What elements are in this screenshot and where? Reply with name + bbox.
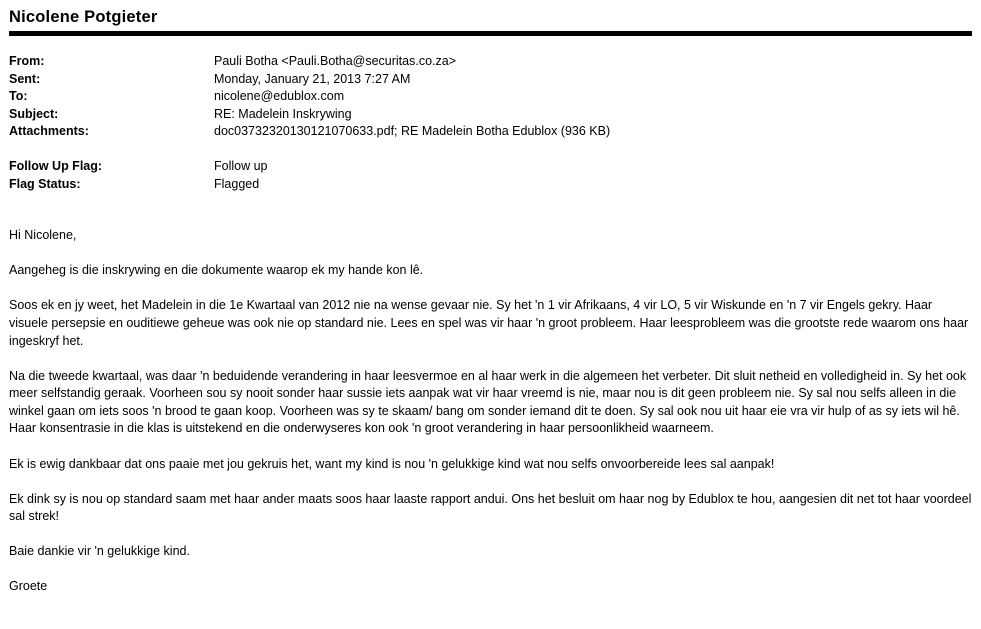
header-row-followup-flag (9, 158, 972, 176)
from-value: Pauli Botha <Pauli.Botha@securitas.co.za> (214, 54, 456, 68)
followup-flag-label: Follow Up Flag: (9, 158, 103, 173)
header-row-subject (9, 106, 972, 124)
header-row-from (9, 53, 972, 71)
sent-value: Monday, January 21, 2013 7:27 AM (214, 71, 411, 86)
sent-label: Sent: (9, 71, 41, 86)
header-row-to (9, 88, 972, 106)
recipient-name-title: Nicolene Potgieter (9, 8, 158, 26)
title-divider (9, 31, 972, 36)
flag-status-label: Flag Status: (9, 176, 81, 191)
header-row-attachments (9, 123, 972, 141)
body-paragraph-decision: Ek dink sy is nou op standard saam met haar ander maats soos haar laaste rapport andui. Ons het besluit om haar nog by Edublox te hou, aangesien dit net tot haar voordeel sal strek! (9, 491, 972, 524)
followup-flag-value: Follow up (214, 158, 268, 173)
attachments-value: doc03732320130121070633.pdf; RE Madelein Botha Edublox (936 KB) (214, 124, 611, 139)
body-paragraph-first-term: Soos ek en jy weet, het Madelein in die 1e Kwartaal van 2012 nie na wense gevaar nie. Sy het 'n 1 vir Afrikaans, 4 vir LO, 5 vir Wiskunde en 'n 7 vir Engels gekry. Haar visuele persepsie en ouditiewe geheue was ook nie op standard nie. Lees en spel was vir haar 'n groot probleem. Haar leesprobleem was die grootste rede waarom ons haar ingeskryf het. (9, 298, 969, 348)
header-row-sent (9, 71, 972, 89)
body-paragraph-attachment-note: Aangeheg is die inskrywing en die dokumente waarop ek my hande kon lê. (9, 263, 424, 278)
email-body (9, 227, 972, 596)
email-headers (9, 53, 972, 141)
body-paragraph-thanks: Baie dankie vir 'n gelukkige kind. (9, 544, 190, 559)
subject-value: RE: Madelein Inskrywing (214, 106, 352, 121)
subject-label: Subject: (9, 106, 59, 121)
to-value: nicolene@edublox.com (214, 89, 345, 104)
flag-status-value: Flagged (214, 176, 260, 191)
body-paragraph-second-term: Na die tweede kwartaal, was daar 'n beduidende verandering in haar leesvermoe en al haar werk in die algemeen het verbeter. Dit sluit netheid en volledigheid in. Sy het ook meer selfstandig geraak. Voorheen sou sy nooit sonder haar sussie iets aanpak wat vir haar vreemd is nie, maar nou is dit geen probleem nie. Sy sal nou selfs alleen in die winkel gaan om iets soos 'n brood te gaan koop. Voorheen was sy te skaam/ bang om sonder iemand dit te doen. Sy sal ook nou uit haar eie vra vir hulp of as sy iets wil hê. Haar konsentrasie in die klas is uitstekend en die onderwyseres kon ook 'n groot verandering in haar persoonlikheid waarneem. (9, 368, 967, 436)
greeting-paragraph: Hi Nicolene, (9, 228, 77, 243)
to-label: To: (9, 89, 28, 104)
attachments-label: Attachments: (9, 124, 89, 139)
closing-paragraph: Groete (9, 579, 48, 594)
body-paragraph-gratitude: Ek is ewig dankbaar dat ons paaie met jou gekruis het, want my kind is nou 'n gelukkige kind wat nou selfs onvoorbereide lees sal aanpak! (9, 456, 775, 471)
from-label: From: (9, 54, 45, 68)
flag-headers (9, 158, 972, 193)
header-row-flag-status (9, 176, 972, 194)
